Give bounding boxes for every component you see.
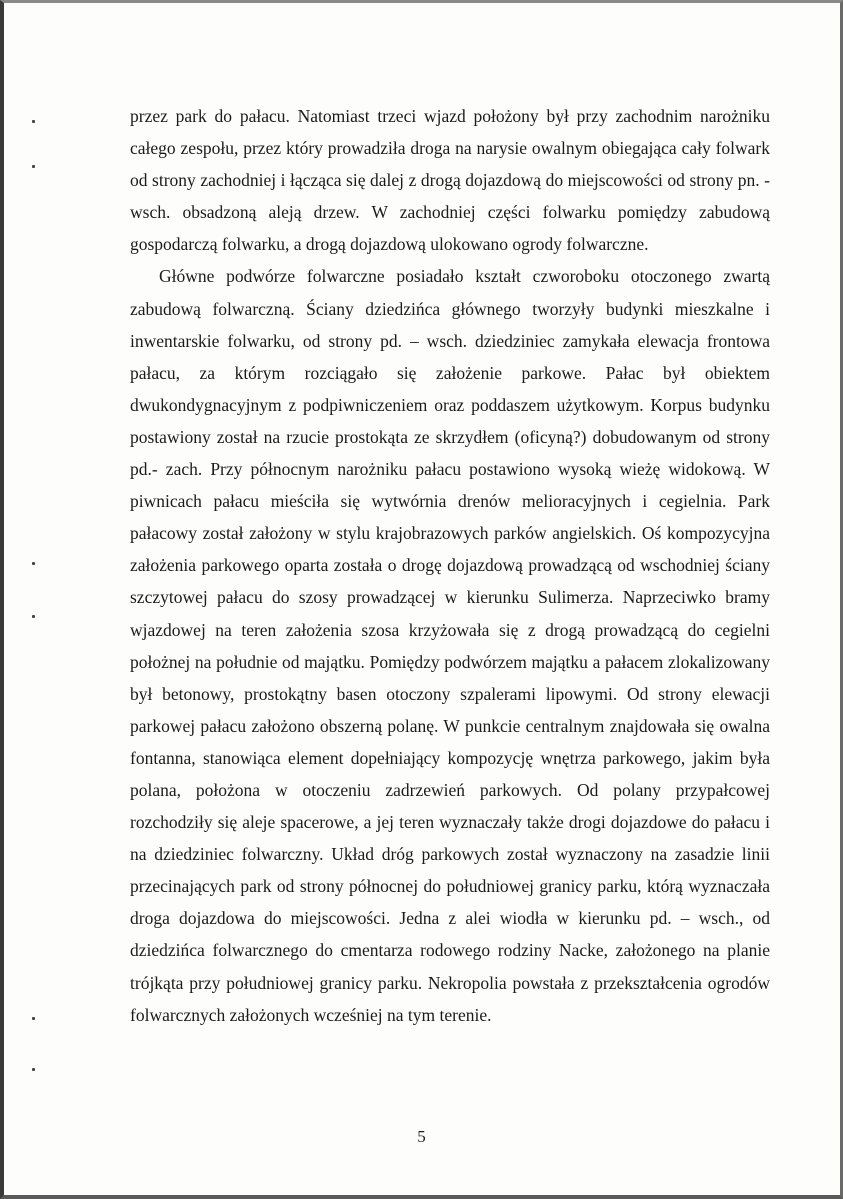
margin-speck [32, 562, 35, 565]
margin-speck [32, 1017, 35, 1020]
margin-speck [32, 1068, 35, 1071]
margin-speck [32, 165, 35, 168]
paragraph: przez park do pałacu. Natomiast trzeci wjazd położony był przy zachodnim narożniku całego zespołu, przez który prowadziła droga na narysie owalnym obiegająca cały folwark od strony zachodniej i łącząca się dalej z drogą dojazdową do miejscowości od strony pn. - wsch. obsadzoną aleją drzew. W zachodniej części folwarku pomiędzy zabudową gospodarczą folwarku, a drogą dojazdową ulokowano ogrody folwarczne. [130, 106, 770, 255]
paragraph: Główne podwórze folwarczne posiadało kształt czworoboku otoczonego zwartą zabudową folwarczną. Ściany dziedzińca głównego tworzyły budynki mieszkalne i inwentarskie folwarku, od strony pd. – wsch. dziedziniec zamykała elewacja frontowa pałacu, za którym rozciągało się założenie parkowe. Pałac był obiektem dwukondygnacyjnym z podpiwniczeniem oraz poddaszem użytkowym. Korpus budynku postawiony został na rzucie prostokąta ze skrzydłem (oficyną?) dobudowanym od strony pd.- zach. Przy północnym narożniku pałacu postawiono wysoką wieżę widokową. W piwnicach pałacu mieściła się wytwórnia drenów melioracyjnych i cegielnia. Park pałacowy został założony w stylu krajobrazowych parków angielskich. Oś kompozycyjna założenia parkowego oparta została o drogę dojazdową prowadzącą od wschodniej ściany szczytowej pałacu do szosy prowadzącej w kierunku Sulimerza. Naprzeciwko bramy wjazdowej na teren założenia szosa krzyżowała się z drogą prowadzącą do cegielni położnej na południe od majątku. Pomiędzy podwórzem majątku a pałacem zlokalizowany był betonowy, prostokątny basen otoczony szpalerami lipowymi. Od strony elewacji parkowej pałacu założono obszerną polanę. W punkcie centralnym znajdowała się owalna fontanna, stanowiąca element dopełniający kompozycję wnętrza parkowego, jakim była polana, położona w otoczeniu zadrzewień parkowych. Od polany przypałcowej rozchodziły się aleje spacerowe, a jej teren wyznaczały także drogi dojazdowe do pałacu i na dziedziniec folwarczny. Układ dróg parkowych został wyznaczony na zasadzie linii przecinających park od strony północnej do południowej granicy parku, którą wyznaczała droga dojazdowa do miejscowości. Jedna z alei wiodła w kierunku pd. – wsch., od dziedzińca folwarcznego do cmentarza rodowego rodziny Nacke, założonego na planie trójkąta przy południowej granicy parku. Nekropolia powstała z przekształcenia ogrodów folwarcznych założonych wcześniej na tym terenie. [130, 266, 770, 1025]
margin-speck [32, 120, 35, 123]
document-body [130, 100, 770, 1031]
margin-speck [32, 615, 35, 618]
page-number: 5 [417, 1127, 426, 1146]
